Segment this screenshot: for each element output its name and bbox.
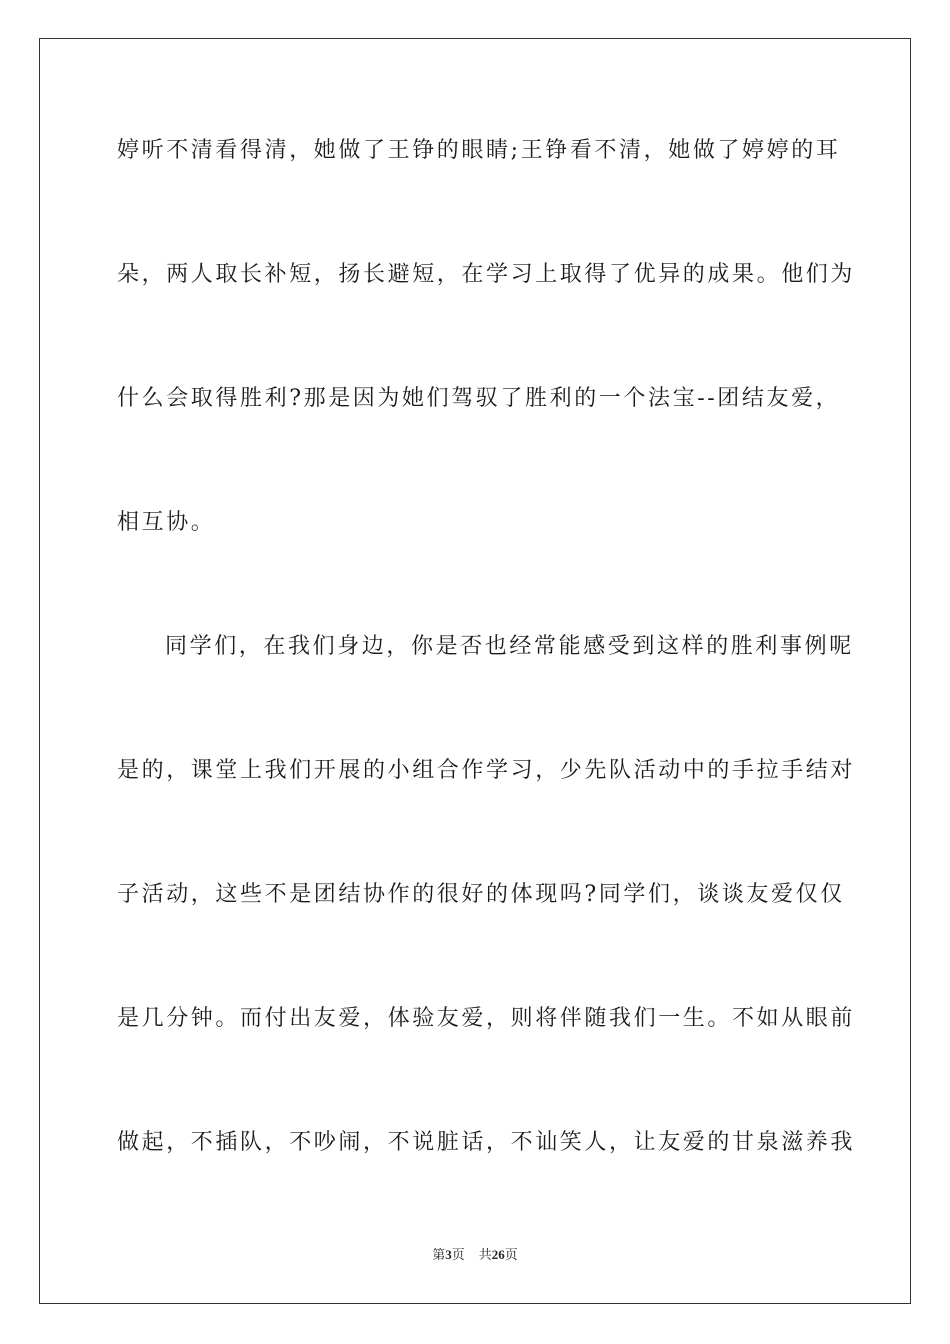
text-line-1: 婷听不清看得清，她做了王铮的眼睛;王铮看不清，她做了婷婷的耳 xyxy=(117,138,841,163)
paragraph-2-first-line: 同学们，在我们身边，你是否也经常能感受到这样的胜利事例呢 xyxy=(165,634,854,659)
total-suffix: 页 xyxy=(504,1247,518,1262)
text-line-8: 是几分钟。而付出友爱，体验友爱，则将伴随我们一生。不如从眼前 xyxy=(117,1006,856,1031)
total-prefix: 共 xyxy=(478,1247,492,1262)
text-line-4: 相互协。 xyxy=(117,510,216,535)
page-border xyxy=(39,38,911,1304)
page-footer xyxy=(0,1246,950,1264)
text-line-2: 朵，两人取长补短，扬长避短，在学习上取得了优异的成果。他们为 xyxy=(117,262,856,287)
total-pages: 26 xyxy=(491,1247,505,1262)
text-line-7: 子活动，这些不是团结协作的很好的体现吗?同学们，谈谈友爱仅仅 xyxy=(117,882,845,907)
text-line-6: 是的，课堂上我们开展的小组合作学习，少先队活动中的手拉手结对 xyxy=(117,758,856,783)
page-prefix: 第 xyxy=(432,1247,446,1262)
text-line-3: 什么会取得胜利?那是因为她们驾驭了胜利的一个法宝--团结友爱， xyxy=(117,386,841,411)
text-line-9: 做起，不插队，不吵闹，不说脏话，不讪笑人，让友爱的甘泉滋养我 xyxy=(117,1130,856,1155)
page-number: 3 xyxy=(445,1247,452,1262)
page-suffix: 页 xyxy=(451,1247,465,1262)
